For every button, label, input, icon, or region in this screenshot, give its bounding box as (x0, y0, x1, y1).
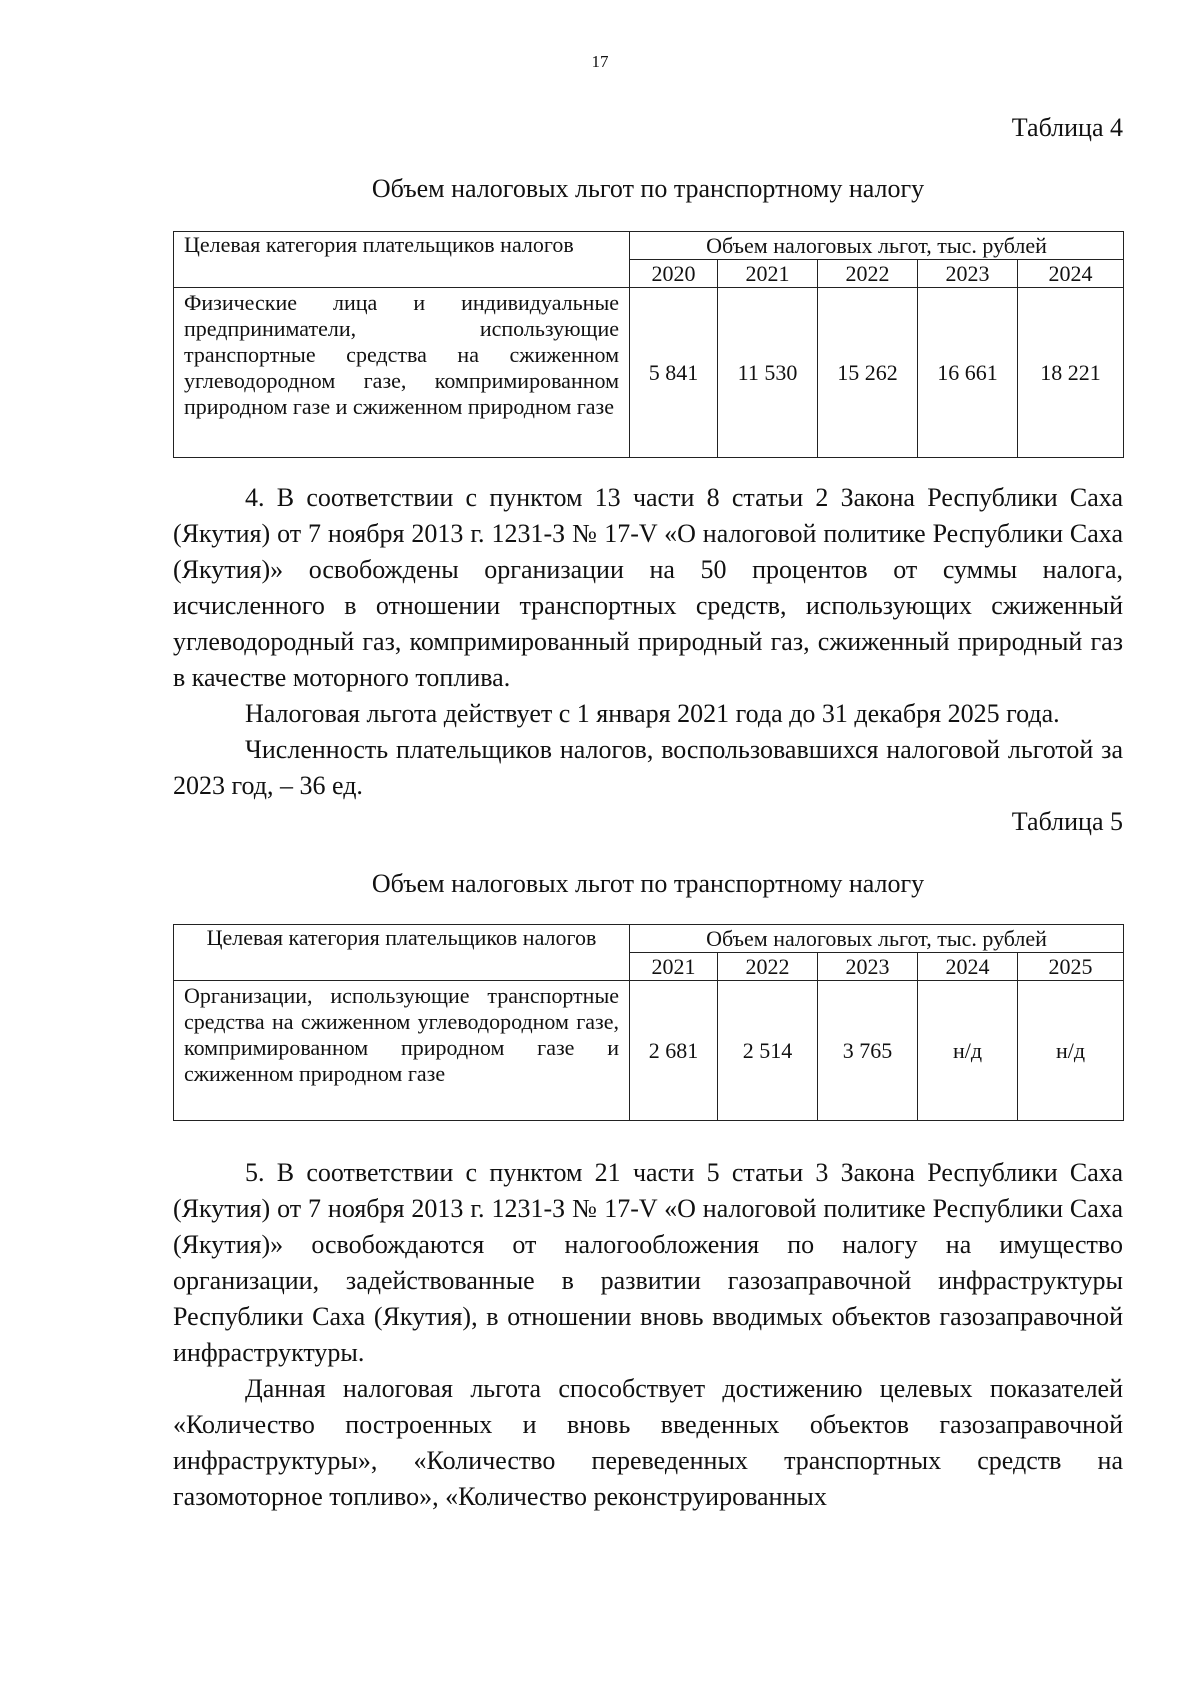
table4-year: 2023 (918, 260, 1018, 288)
table-row (174, 981, 1124, 1121)
section5-paragraph: Данная налоговая льгота способствует достижению целевых показателей «Количество построенных и вновь введенных объектов газозаправочной инфраструктуры», «Количество переведенных транспортных средств на газомоторное топливо», «Количество реконструированных (173, 1374, 1123, 1511)
table5-value: н/д (918, 981, 1018, 1121)
table5-value: 2 681 (630, 981, 718, 1121)
table4-year: 2020 (630, 260, 718, 288)
table4 (173, 231, 1124, 458)
table4-value: 18 221 (1018, 288, 1124, 458)
table4-value: 15 262 (818, 288, 918, 458)
section4-paragraph: 4. В соответствии с пунктом 13 части 8 статьи 2 Закона Республики Саха (Якутия) от 7 ноября 2013 г. 1231-З № 17-V «О налоговой политике Республики Саха (Якутия)» освобождены организации на 50 процентов от суммы налога, исчисленного в отношении транспортных средств, использующих сжиженный углеводородный газ, компримированный природный газ, сжиженный природный газ в качестве моторного топлива. (173, 483, 1123, 692)
table5-year: 2025 (1018, 953, 1124, 981)
table4-value: 5 841 (630, 288, 718, 458)
section-5 (173, 1155, 1123, 1515)
section4-paragraph: Налоговая льгота действует с 1 января 2021 года до 31 декабря 2025 года. (245, 699, 1060, 728)
table-row (174, 288, 1124, 458)
table5-caption: Таблица 5 (1011, 807, 1123, 836)
table5-year: 2022 (718, 953, 818, 981)
table5-volume-header: Объем налоговых льгот, тыс. рублей (630, 925, 1124, 953)
table4-value: 16 661 (918, 288, 1018, 458)
section5-paragraph: 5. В соответствии с пунктом 21 части 5 статьи 3 Закона Республики Саха (Якутия) от 7 ноября 2013 г. 1231-З № 17-V «О налоговой политике Республики Саха (Якутия)» освобождаются от налогообложения по налогу на имущество организации, задействованные в развитии газозаправочной инфраструктуры Республики Саха (Якутия), в отношении вновь вводимых объектов газозаправочной инфраструктуры. (173, 1158, 1123, 1367)
table4-value: 11 530 (718, 288, 818, 458)
table4-title: Объем налоговых льгот по транспортному налогу (371, 174, 925, 203)
table4-year: 2022 (818, 260, 918, 288)
table5-category: Организации, использующие транспортные средства на сжиженном углеводородном газе, компримированном природном газе и сжиженном природном газе (174, 981, 630, 1121)
table5-value: 2 514 (718, 981, 818, 1121)
table4-year: 2024 (1018, 260, 1124, 288)
section4-paragraph: Численность плательщиков налогов, воспользовавшихся налоговой льготой за 2023 год, – 36 ед. (173, 735, 1123, 800)
table5-year: 2023 (818, 953, 918, 981)
table5-year: 2024 (918, 953, 1018, 981)
table4-category-header: Целевая категория плательщиков налогов (174, 232, 630, 288)
table4-year: 2021 (718, 260, 818, 288)
table5-title: Объем налоговых льгот по транспортному налогу (371, 869, 925, 898)
table5-value: 3 765 (818, 981, 918, 1121)
table5-value: н/д (1018, 981, 1124, 1121)
section-4 (173, 480, 1123, 804)
table4-category: Физические лица и индивидуальные предприниматели, использующие транспортные средства на сжиженном углеводородном газе, компримированном природном газе и сжиженном природном газе (174, 288, 630, 458)
table4-caption: Таблица 4 (1011, 113, 1123, 142)
table5 (173, 924, 1124, 1121)
table5-category-header: Целевая категория плательщиков налогов (174, 925, 630, 981)
document-body (173, 110, 1123, 1515)
table4-volume-header: Объем налоговых льгот, тыс. рублей (630, 232, 1124, 260)
page-number: 17 (591, 52, 609, 71)
table5-year: 2021 (630, 953, 718, 981)
